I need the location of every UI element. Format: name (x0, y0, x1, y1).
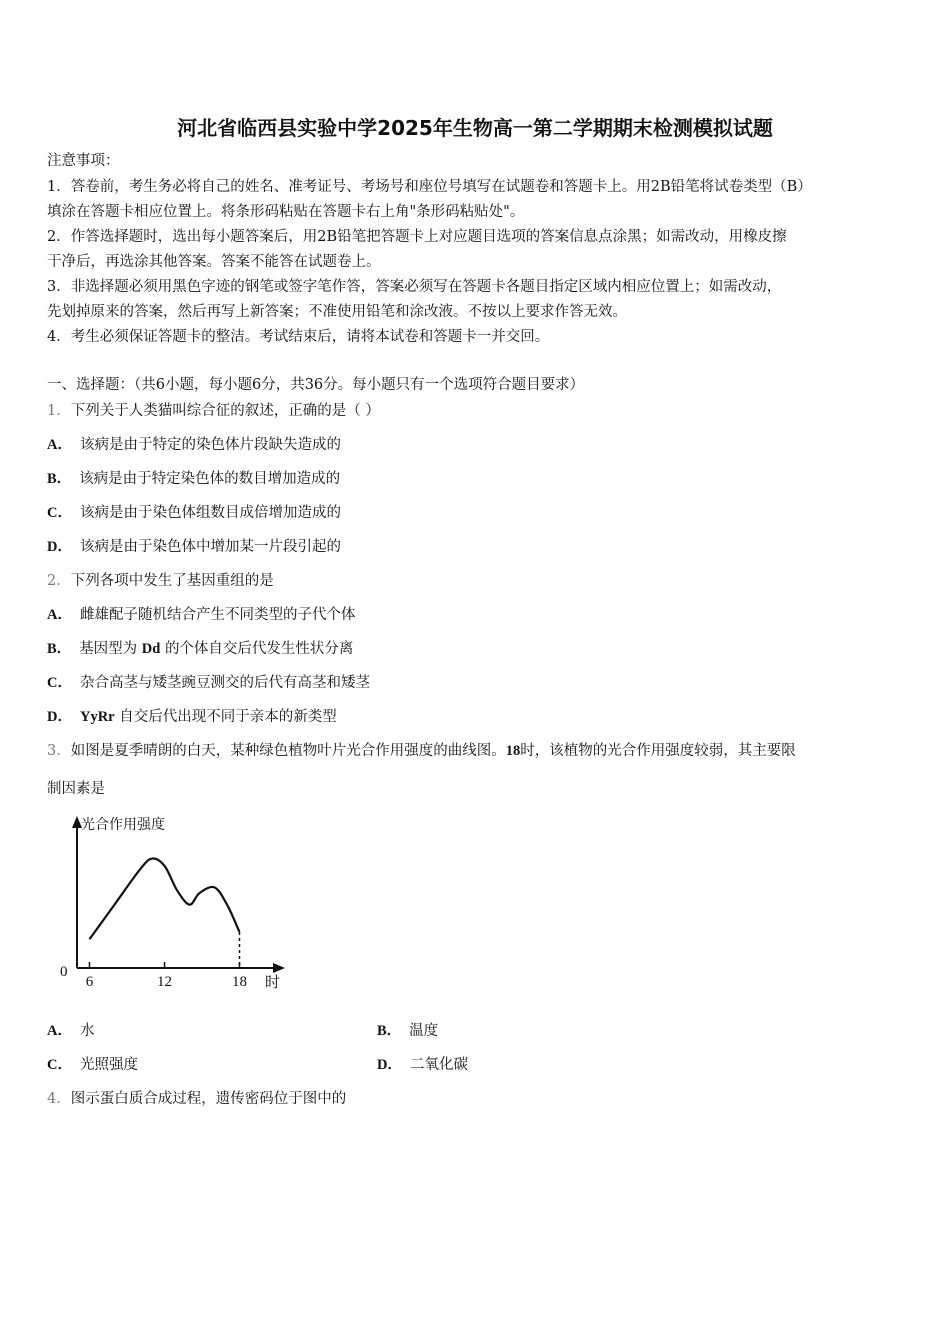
notice-line: 填涂在答题卡相应位置上。将条形码粘贴在答题卡右上角"条形码粘贴处"。 (47, 204, 525, 220)
option-label: D． (47, 709, 72, 725)
option-text: 该病是由于特定的染色体片段缺失造成的 (79, 437, 341, 453)
q1-option-d[interactable] (47, 537, 341, 557)
option-text: 温度 (409, 1023, 439, 1039)
option-label: D． (47, 539, 72, 555)
series-line (90, 858, 240, 939)
question-stem: 时，该植物的光合作用强度较弱，其主要限 (520, 743, 796, 759)
x-axis-arrow (273, 963, 285, 973)
question-2 (47, 571, 274, 591)
question-stem: 下列各项中发生了基因重组的是 (70, 573, 274, 589)
question-1 (47, 401, 380, 421)
notice-line: 2．作答选择题时，选出每小题答案后，用2B铅笔把答题卡上对应题目选项的答案信息点涂黑；如需改动，用橡皮擦 (47, 229, 787, 245)
option-label: C． (47, 1057, 72, 1073)
photosynthesis-chart (55, 810, 295, 1000)
option-text: 该病是由于特定染色体的数目增加造成的 (79, 471, 341, 487)
x-axis-label: 时 (265, 975, 281, 991)
chart-svg (55, 810, 295, 1000)
q1-option-a[interactable] (47, 435, 341, 455)
x-tick-label: 12 (157, 974, 172, 990)
option-text-post: 的个体自交后代发生性状分离 (164, 641, 354, 657)
genotype-text: Dd (141, 641, 161, 657)
notice-line: 干净后，再选涂其他答案。答案不能答在试题卷上。 (47, 254, 381, 270)
notice-line: 3．非选择题必须用黑色字迹的钢笔或签字笔作答，答案必须写在答题卡各题目指定区域内相应位置上；如需改动， (47, 279, 782, 295)
notice-line: 先划掉原来的答案，然后再写上新答案；不准使用铅笔和涂改液。不按以上要求作答无效。 (47, 304, 627, 320)
option-label: C． (47, 505, 72, 521)
option-label: A． (47, 437, 72, 453)
q3-option-a[interactable] (47, 1021, 94, 1041)
question-4 (47, 1089, 346, 1109)
notice-heading: 注意事项： (47, 153, 120, 169)
option-text: 杂合高茎与矮茎豌豆测交的后代有高茎和矮茎 (79, 675, 370, 691)
option-label: B． (47, 471, 72, 487)
page-title: 河北省临西县实验中学2025年生物高一第二学期期末检测模拟试题 (177, 116, 773, 140)
q3-option-c[interactable] (47, 1055, 138, 1075)
q3-option-b[interactable] (377, 1021, 438, 1041)
q1-option-c[interactable] (47, 503, 341, 523)
question-number: 2． (47, 573, 71, 589)
option-label: B． (47, 641, 72, 657)
x-tick-label: 18 (232, 974, 247, 990)
question-stem: 图示蛋白质合成过程，遗传密码位于图中的 (70, 1091, 347, 1107)
option-text: 水 (79, 1023, 95, 1039)
option-label: D． (377, 1057, 402, 1073)
option-text: 雌雄配子随机结合产生不同类型的子代个体 (79, 607, 356, 623)
origin-label: 0 (60, 964, 68, 980)
option-label: C． (47, 675, 72, 691)
option-label: B． (377, 1023, 402, 1039)
q2-option-a[interactable] (47, 605, 355, 625)
q2-option-b[interactable] (47, 639, 353, 659)
x-tick-label: 6 (85, 974, 94, 990)
question-stem-number: 18 (505, 743, 521, 759)
q2-option-d[interactable] (47, 707, 337, 727)
option-text-post: 自交后代出现不同于亲本的新类型 (119, 709, 337, 725)
question-stem: 如图是夏季晴朗的白天，某种绿色植物叶片光合作用强度的曲线图。 (70, 743, 506, 759)
question-number: 1． (47, 403, 71, 419)
option-text: 光照强度 (79, 1057, 138, 1073)
q3-option-d[interactable] (377, 1055, 468, 1075)
option-text: 二氧化碳 (409, 1057, 468, 1073)
question-number: 4． (47, 1091, 71, 1107)
genotype-text: YyRr (79, 709, 115, 725)
notice-line: 1．答卷前，考生务必将自己的姓名、准考证号、考场号和座位号填写在试题卷和答题卡上。用2B铅笔将试卷类型（B） (47, 179, 812, 195)
section-heading: 一、选择题：（共6小题，每小题6分，共36分。每小题只有一个选项符合题目要求） (47, 377, 585, 393)
option-text-pre: 基因型为 (79, 641, 138, 657)
option-text: 该病是由于染色体组数目成倍增加造成的 (79, 505, 341, 521)
q1-option-b[interactable] (47, 469, 340, 489)
q2-option-c[interactable] (47, 673, 370, 693)
y-axis-label: 光合作用强度 (81, 818, 165, 833)
option-label: A． (47, 607, 72, 623)
question-3 (47, 741, 796, 761)
option-text: 该病是由于染色体中增加某一片段引起的 (79, 539, 341, 555)
question-3-continued: 制因素是 (47, 781, 105, 797)
question-stem: 下列关于人类猫叫综合征的叙述，正确的是（ ） (70, 403, 380, 419)
question-number: 3． (47, 743, 71, 759)
x-ticks (86, 962, 247, 990)
option-label: A． (47, 1023, 72, 1039)
notice-line: 4．考生必须保证答题卡的整洁。考试结束后，请将本试卷和答题卡一并交回。 (47, 329, 550, 345)
